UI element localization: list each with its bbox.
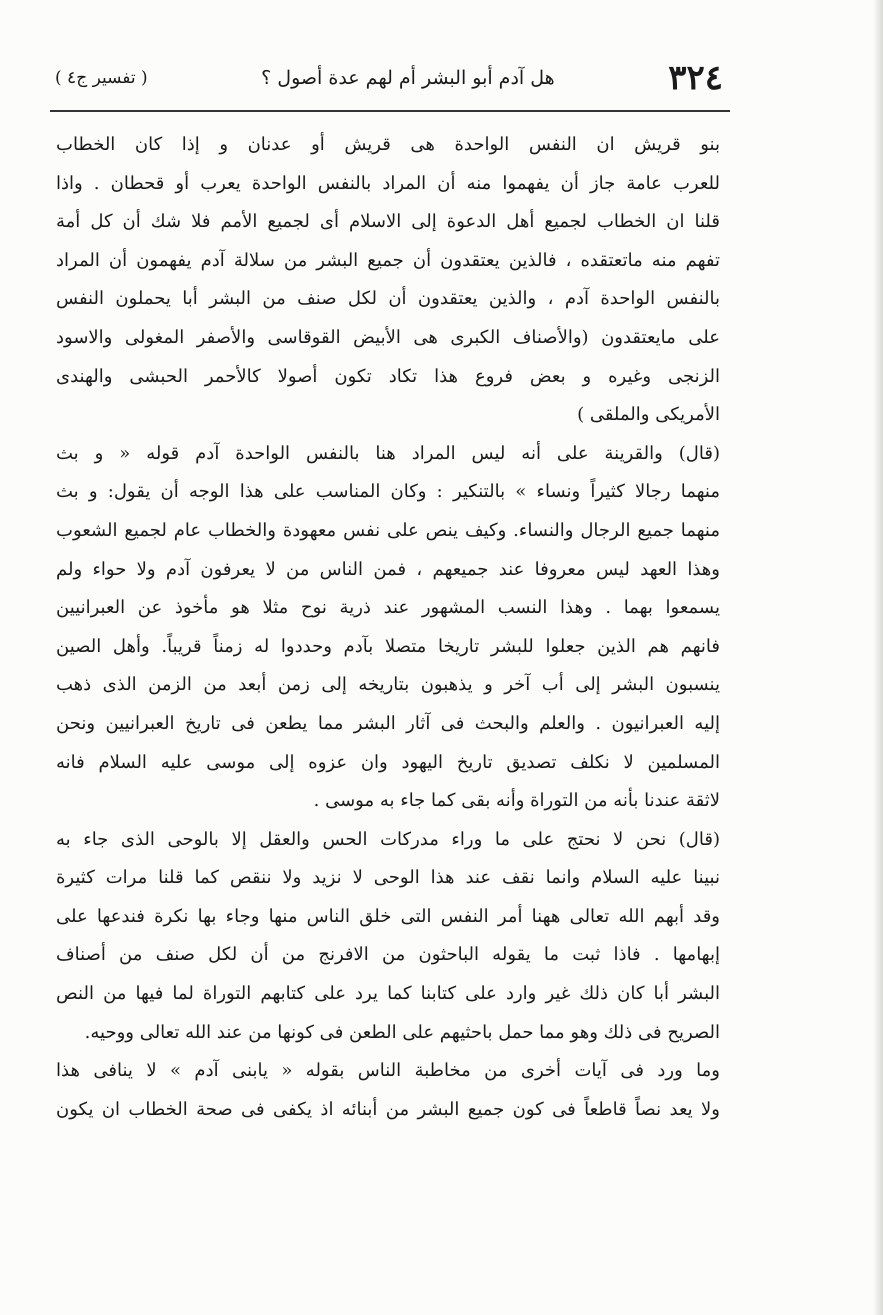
text-line: تفهم منه ماتعتقده ، فالذين يعتقدون أن جميع البشر من سلالة آدم يفهمون أن المراد [56, 249, 720, 271]
page-number: ٣٢٤ [668, 58, 723, 98]
text-line: إليه العبرانيون . والعلم والبحث فى آثار البشر مما يطعن فى تاريخ العبرانيين ونحن [56, 712, 720, 734]
text-line: نبينا عليه السلام وانما نقف عند هذا الوحى لا نزيد ولا ننقص كما قلنا مرات كثيرة [56, 867, 720, 889]
text-line: بالنفس الواحدة آدم ، والذين يعتقدون أن لكل صنف من البشر أبا يحملون النفس [56, 288, 720, 310]
text-line: إبهامها . فاذا ثبت ما يقوله الباحثون من الافرنج من أن لكل صنف من أصناف [56, 944, 720, 966]
text-line: (قال) نحن لا نحتج على ما وراء مدركات الحس والعقل إلا بالوحى الذى جاء به [56, 828, 720, 850]
text-line: منهما جميع الرجال والنساء. وكيف ينص على نفس معهودة والخطاب عام لجميع الشعوب [56, 519, 720, 541]
page-body [56, 126, 720, 1129]
text-line: قلنا ان الخطاب لجميع أهل الدعوة إلى الاسلام أى لجميع الأمم فلا شك أن كل أمة [56, 211, 720, 233]
text-line: وقد أبهم الله تعالى ههنا أمر النفس التى خلق الناس منها وجاء بها نكرة فندعها على [56, 905, 720, 927]
text-line: للعرب عامة جاز أن يفهموا منه أن المراد بالنفس الواحدة يعرب أو قحطان . واذا [56, 172, 720, 194]
text-line: المسلمين لا نكلف تصديق تاريخ اليهود وان عزوه إلى موسى عليه السلام فانه [56, 751, 720, 773]
header-rule [50, 110, 730, 112]
text-line: الأمريكى والملقى ) [577, 404, 720, 426]
running-title: هل آدم أبو البشر أم لهم عدة أصول ؟ [261, 67, 555, 89]
text-line: وما ورد فى آيات أخرى من مخاطبة الناس بقوله « يابنى آدم » لا ينافى هذا [56, 1060, 720, 1082]
text-line: فانهم هم الذين جعلوا للبشر تاريخا متصلا بآدم وحددوا له زمناً قريباً. وأهل الصين [56, 635, 720, 657]
text-line: يسمعوا بهما . وهذا النسب المشهور عند ذرية نوح مثلا هو مأخوذ عن العبرانيين [56, 597, 720, 619]
scan-edge-shadow [873, 0, 883, 1315]
text-line: ينسبون البشر إلى أب آخر و يذهبون بتاريخه إلى زمن أبعد من الزمن الذى ذهب [56, 674, 720, 696]
text-line: (قال) والقرينة على أنه ليس المراد هنا بالنفس الواحدة آدم قوله « و بث [56, 442, 720, 464]
text-line: الصريح فى ذلك وهو مما حمل باحثيهم على الطعن فى كونها من عند الله تعالى ووحيه. [84, 1021, 720, 1043]
text-line: الزنجى وغيره و بعض فروع هذا تكاد تكون أصولا كالأحمر الحبشى والهندى [56, 365, 720, 387]
text-line: ولا يعد نصاً قاطعاً فى كون جميع البشر من أبنائه اذ يكفى فى صحة الخطاب ان يكون [56, 1098, 720, 1120]
text-line: منهما رجالا كثيراً ونساء » بالتنكير : وكان المناسب على هذا الوجه أن يقول: و بث [56, 481, 720, 503]
text-line: بنو قريش ان النفس الواحدة هى قريش أو عدنان و إذا كان الخطاب [56, 134, 720, 155]
text-line: على مايعتقدون (والأصناف الكبرى هى الأبيض القوقاسى والأصفر المغولى والاسود [56, 326, 720, 348]
text-line: البشر أبا كان ذلك غير وارد على كتابنا كما يرد على كتابهم التوراة لما فيها من النص [56, 983, 720, 1005]
volume-reference: ( تفسير ج٤ ) [55, 68, 148, 88]
text-line: وهذا العهد ليس معروفا عند جميعهم ، فمن الناس من لا يعرفون آدم ولا حواء ولم [56, 558, 720, 580]
text-line: لاثقة عندنا بأنه من التوراة وأنه بقى كما جاء به موسى . [313, 790, 720, 812]
page-header [55, 52, 723, 104]
